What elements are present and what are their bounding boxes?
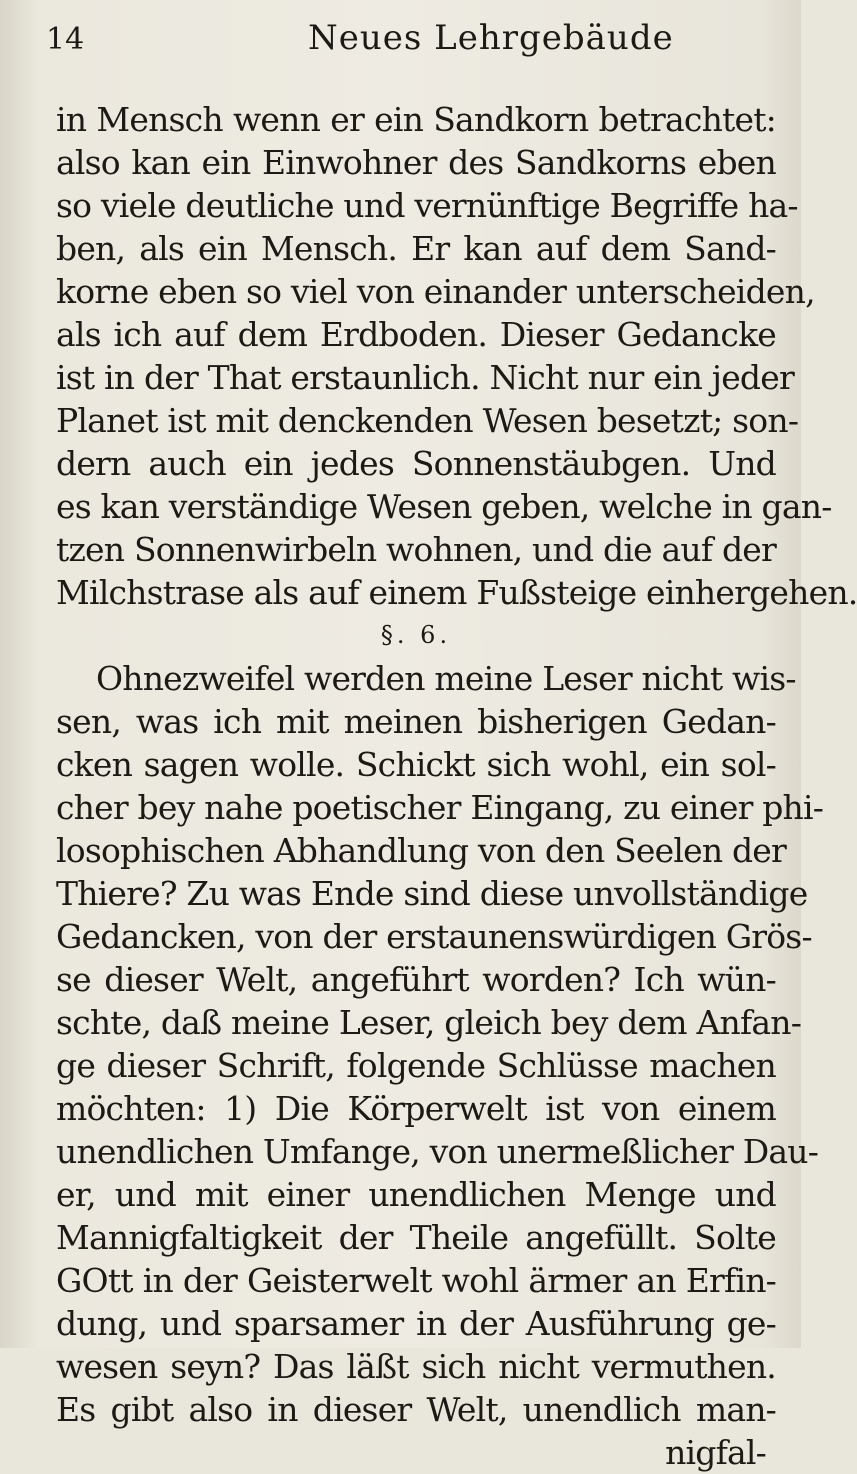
text-line: er, und mit einer unendlichen Menge und [56, 1175, 776, 1214]
text-line: es kan verständige Wesen geben, welche in gan- [56, 487, 832, 526]
text-line: unendlichen Umfange, von unermeßlicher Dau- [56, 1132, 819, 1171]
text-line: se dieser Welt, angeführt worden? Ich wün- [56, 960, 776, 999]
text-line: dung, und sparsamer in der Ausführung ge- [56, 1304, 776, 1343]
text-line: in Mensch wenn er ein Sandkorn betrachtet: [56, 100, 776, 139]
text-line: Gedancken, von der erstaunenswürdigen Grös- [56, 917, 812, 956]
text-line: Ohnezweifel werden meine Leser nicht wis- [96, 659, 796, 698]
text-line: Es gibt also in dieser Welt, unendlich man- [56, 1390, 776, 1429]
text-line: ge dieser Schrift, folgende Schlüsse machen [56, 1046, 776, 1085]
page-header [46, 18, 766, 66]
text-line: möchten: 1) Die Körperwelt ist von einem [56, 1089, 776, 1128]
text-line: Planet ist mit denckenden Wesen besetzt; son- [56, 401, 799, 440]
text-line: sen, was ich mit meinen bisherigen Gedan- [56, 702, 776, 741]
text-line: schte, daß meine Leser, gleich bey dem Anfan- [56, 1003, 802, 1042]
text-line: cken sagen wolle. Schickt sich wohl, ein sol- [56, 745, 776, 784]
text-line: so viele deutliche und vernünftige Begriffe ha- [56, 186, 798, 225]
text-line: also kan ein Einwohner des Sandkorns eben [56, 143, 776, 182]
section-mark: §. 6. [380, 621, 452, 649]
text-line: Milchstrase als auf einem Fußsteige einhergehen. [56, 573, 857, 612]
text-line: als ich auf dem Erdboden. Dieser Gedancke [56, 315, 776, 354]
page-number: 14 [46, 22, 85, 57]
text-line: GOtt in der Geisterwelt wohl ärmer an Erfin- [56, 1261, 776, 1300]
running-title: Neues Lehrgebäude [308, 18, 674, 58]
text-line: Mannigfaltigkeit der Theile angefüllt. Solte [56, 1218, 776, 1257]
text-line: dern auch ein jedes Sonnenstäubgen. Und [56, 444, 776, 483]
text-line: ist in der That erstaunlich. Nicht nur ein jeder [56, 358, 794, 397]
text-line: ben, als ein Mensch. Er kan auf dem Sand- [56, 229, 776, 268]
text-line: Thiere? Zu was Ende sind diese unvollständige [56, 874, 808, 913]
text-line: korne eben so viel von einander unterscheiden, [56, 272, 815, 311]
catchword: nigfal- [665, 1433, 766, 1472]
text-line: tzen Sonnenwirbeln wohnen, und die auf der [56, 530, 776, 569]
text-line: losophischen Abhandlung von den Seelen der [56, 831, 787, 870]
body-text [56, 98, 857, 1474]
text-line: wesen seyn? Das läßt sich nicht vermuthen. [56, 1347, 776, 1386]
text-line: cher bey nahe poetischer Eingang, zu einer phi- [56, 788, 824, 827]
